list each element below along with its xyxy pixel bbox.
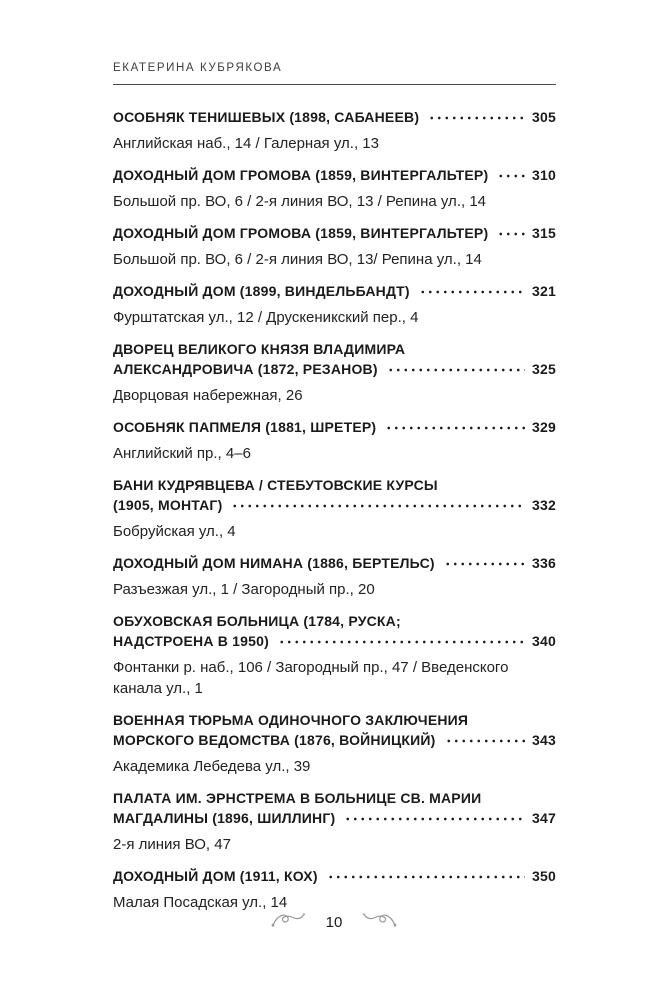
entry-address: Академика Лебедева ул., 39 xyxy=(113,758,311,775)
entry-page-number: 310 xyxy=(532,167,556,183)
entry-address: Фурштатская ул., 12 / Друскеникский пер., 4 xyxy=(113,309,419,326)
entry-title-row xyxy=(113,165,556,185)
entry-page-number: 347 xyxy=(532,810,556,826)
dot-leader xyxy=(387,368,525,372)
entry-title: АЛЕКСАНДРОВИЧА (1872, РЕЗАНОВ) xyxy=(113,361,378,377)
toc-entry xyxy=(113,866,556,913)
entry-title-upper-line: ДВОРЕЦ ВЕЛИКОГО КНЯЗЯ ВЛАДИМИРА xyxy=(113,341,406,357)
entry-title-row xyxy=(113,808,556,828)
page-number: 10 xyxy=(325,914,343,931)
toc-entry xyxy=(113,475,556,542)
entry-page-number: 315 xyxy=(532,225,556,241)
entry-title-row xyxy=(113,359,556,379)
entry-title: НАДСТРОЕНА В 1950) xyxy=(113,633,269,649)
entry-title: ДОХОДНЫЙ ДОМ (1899, ВИНДЕЛЬБАНДТ) xyxy=(113,283,410,299)
page-footer xyxy=(0,911,668,934)
entry-title-upper-line: БАНИ КУДРЯВЦЕВА / СТЕБУТОВСКИЕ КУРСЫ xyxy=(113,477,438,493)
entry-title: ОСОБНЯК ТЕНИШЕВЫХ (1898, САБАНЕЕВ) xyxy=(113,109,420,125)
entry-title-row xyxy=(113,281,556,301)
dot-leader xyxy=(444,562,525,566)
toc-entry xyxy=(113,553,556,600)
entry-page-number: 343 xyxy=(532,732,556,748)
entry-page-number: 350 xyxy=(532,868,556,884)
footer-ornament-left-icon xyxy=(270,911,306,934)
toc-entry xyxy=(113,417,556,464)
entry-address: Разъезжая ул., 1 / Загородный пр., 20 xyxy=(113,581,375,598)
entry-title-row xyxy=(113,417,556,437)
entry-title: ОСОБНЯК ПАПМЕЛЯ (1881, ШРЕТЕР) xyxy=(113,419,377,435)
entry-title: ДОХОДНЫЙ ДОМ ГРОМОВА (1859, ВИНТЕРГАЛЬТЕР) xyxy=(113,225,489,241)
entry-address: Английская наб., 14 / Галерная ул., 13 xyxy=(113,135,379,152)
entry-page-number: 325 xyxy=(532,361,556,377)
entry-page-number: 329 xyxy=(532,419,556,435)
entry-title: ДОХОДНЫЙ ДОМ НИМАНА (1886, БЕРТЕЛЬС) xyxy=(113,555,435,571)
dot-leader xyxy=(419,290,525,294)
header-rule xyxy=(113,84,556,85)
entry-title: МОРСКОГО ВЕДОМСТВА (1876, ВОЙНИЦКИЙ) xyxy=(113,732,436,748)
toc-entry xyxy=(113,165,556,212)
dot-leader xyxy=(497,232,525,236)
footer-ornament-right-icon xyxy=(362,911,398,934)
dot-leader xyxy=(497,174,525,178)
entry-title-row xyxy=(113,553,556,573)
author-name: ЕКАТЕРИНА КУБРЯКОВА xyxy=(113,62,283,74)
entry-title: ДОХОДНЫЙ ДОМ ГРОМОВА (1859, ВИНТЕРГАЛЬТЕР) xyxy=(113,167,489,183)
entry-title-upper-line: ВОЕННАЯ ТЮРЬМА ОДИНОЧНОГО ЗАКЛЮЧЕНИЯ xyxy=(113,712,469,728)
dot-leader xyxy=(385,426,525,430)
entry-page-number: 332 xyxy=(532,497,556,513)
entry-address: Бобруйская ул., 4 xyxy=(113,523,236,540)
dot-leader xyxy=(278,640,525,644)
toc-entry xyxy=(113,339,556,406)
entry-address: Фонтанки р. наб., 106 / Загородный пр., 47 / Введенского канала ул., 1 xyxy=(113,659,509,697)
entry-address: Большой пр. ВО, 6 / 2-я линия ВО, 13/ Репина ул., 14 xyxy=(113,251,482,268)
entry-title: МАГДАЛИНЫ (1896, ШИЛЛИНГ) xyxy=(113,810,336,826)
entry-title-row xyxy=(113,866,556,886)
entry-page-number: 321 xyxy=(532,283,556,299)
entry-title: ДОХОДНЫЙ ДОМ (1911, КОХ) xyxy=(113,868,318,884)
entry-page-number: 340 xyxy=(532,633,556,649)
toc-entry xyxy=(113,611,556,699)
dot-leader xyxy=(231,504,525,508)
entry-title-row xyxy=(113,730,556,750)
entry-title-row xyxy=(113,223,556,243)
toc-entry xyxy=(113,710,556,777)
toc-entry xyxy=(113,281,556,328)
entry-title-upper-line: ПАЛАТА ИМ. ЭРНСТРЕМА В БОЛЬНИЦЕ СВ. МАРИИ xyxy=(113,790,482,806)
entry-title-row xyxy=(113,631,556,651)
entry-address: Дворцовая набережная, 26 xyxy=(113,387,303,404)
toc-entry xyxy=(113,223,556,270)
page-header xyxy=(113,62,556,85)
entry-title-upper-line: ОБУХОВСКАЯ БОЛЬНИЦА (1784, РУСКА; xyxy=(113,613,401,629)
entry-address: Большой пр. ВО, 6 / 2-я линия ВО, 13 / Репина ул., 14 xyxy=(113,193,487,210)
entry-address: 2-я линия ВО, 47 xyxy=(113,836,231,853)
entry-title-row xyxy=(113,107,556,127)
toc-entry xyxy=(113,788,556,855)
toc-list xyxy=(113,107,556,913)
dot-leader xyxy=(445,739,525,743)
entry-address: Английский пр., 4–6 xyxy=(113,445,251,462)
entry-title: (1905, МОНТАГ) xyxy=(113,497,223,513)
toc-entry xyxy=(113,107,556,154)
dot-leader xyxy=(327,875,525,879)
dot-leader xyxy=(428,116,525,120)
entry-page-number: 305 xyxy=(532,109,556,125)
entry-title-row xyxy=(113,495,556,515)
entry-page-number: 336 xyxy=(532,555,556,571)
entry-address: Малая Посадская ул., 14 xyxy=(113,894,288,911)
dot-leader xyxy=(344,817,525,821)
